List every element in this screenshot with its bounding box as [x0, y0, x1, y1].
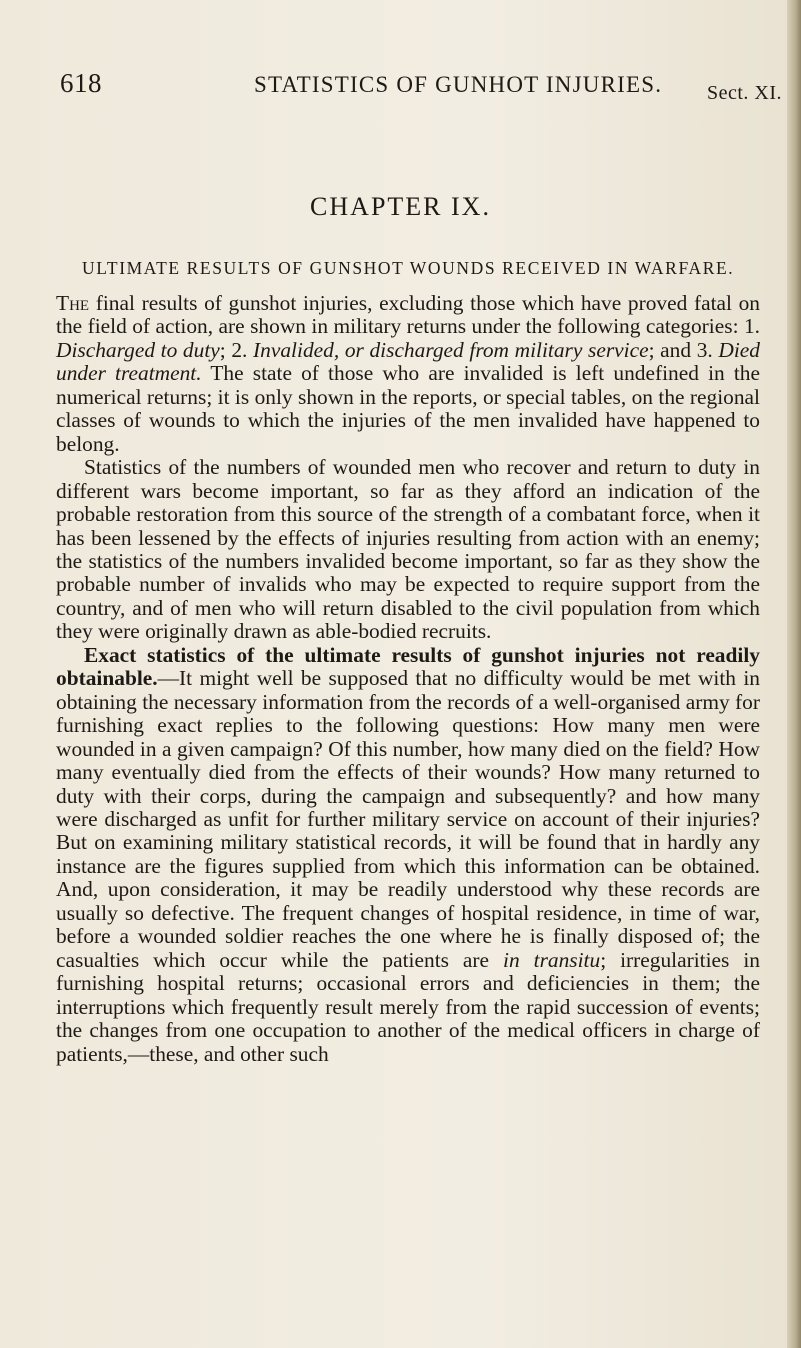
paragraph-heading: Exact statistics of the ultimate results of gunshot injuries not readily obtainable.: [56, 642, 760, 691]
category-discharged: Discharged to duty: [56, 337, 220, 362]
body-text: [56, 292, 760, 1066]
category-died: Died under treatment.: [56, 337, 760, 386]
paragraph-lead: The: [56, 291, 90, 315]
separator: ; and 3.: [648, 337, 719, 362]
paragraph-2: Statistics of the numbers of wounded men who recover and return to duty in different wars become important, so far as they afford an indication of the probable restoration from this source of the strength of a combatant force, when it has been lessened by the effects of injuries resulting from action with an enemy; the statistics of the numbers invalided become important, so far as they show the probable number of invalids who may be expected to require support from the country, and of men who will return disabled to the civil population from which they were originally drawn as able-bodied recruits.: [56, 455, 760, 644]
paragraph-text: final results of gunshot injuries, excluding those which have proved fatal on the field of action, are shown in military returns under the following categories: 1.: [56, 291, 760, 339]
running-title: STATISTICS OF GUNHOT INJURIES.: [254, 72, 663, 97]
category-invalided: Invalided, or discharged from military service: [253, 337, 649, 362]
section-reference: Sect. XI.: [706, 82, 782, 104]
page-number: 618: [60, 68, 102, 98]
paragraph-3: [56, 644, 760, 1066]
paragraph-1: [56, 292, 760, 456]
chapter-subtitle: ULTIMATE RESULTS OF GUNSHOT WOUNDS RECEIVED IN WARFARE.: [82, 258, 735, 278]
running-head: [60, 68, 782, 108]
separator: ; 2.: [219, 337, 254, 362]
latin-phrase: in transitu: [503, 947, 601, 972]
paragraph-text: The state of those who are invalided is left undefined in the numerical returns; it is only shown in the reports, or special tables, on the regional classes of wounds to which the injuries of the men invalided have happened to belong.: [56, 361, 760, 456]
paragraph-text: —It might well be supposed that no difficulty would be met with in obtaining the necessary information from the records of a well-organised army for furnishing exact replies to the following questions: How many men were wounded in a given campaign? Of this number, how many died on the field? How many eventually died from the effects of their wounds? How many returned to duty with their corps, during the campaign and subsequently? and how many were discharged as unfit for further military service on account of their injuries? But on examining military statistical records, it will be found that in hardly any instance are the figures supplied from which this information can be obtained. And, upon consideration, it may be readily understood why these records are usually so defective. The frequent changes of hospital residence, in time of war, before a wounded soldier reaches the one where he is finally disposed of; the casualties which occur while the patients are: [56, 666, 760, 972]
paragraph-text: ; irregularities in furnishing hospital returns; occasional errors and deficiencies in them; the interruptions which frequently result merely from the rapid succession of events; the changes from one occupation to another of the medical officers in charge of patients,—these, and other such: [56, 947, 760, 1066]
chapter-title: CHAPTER IX.: [310, 192, 491, 221]
